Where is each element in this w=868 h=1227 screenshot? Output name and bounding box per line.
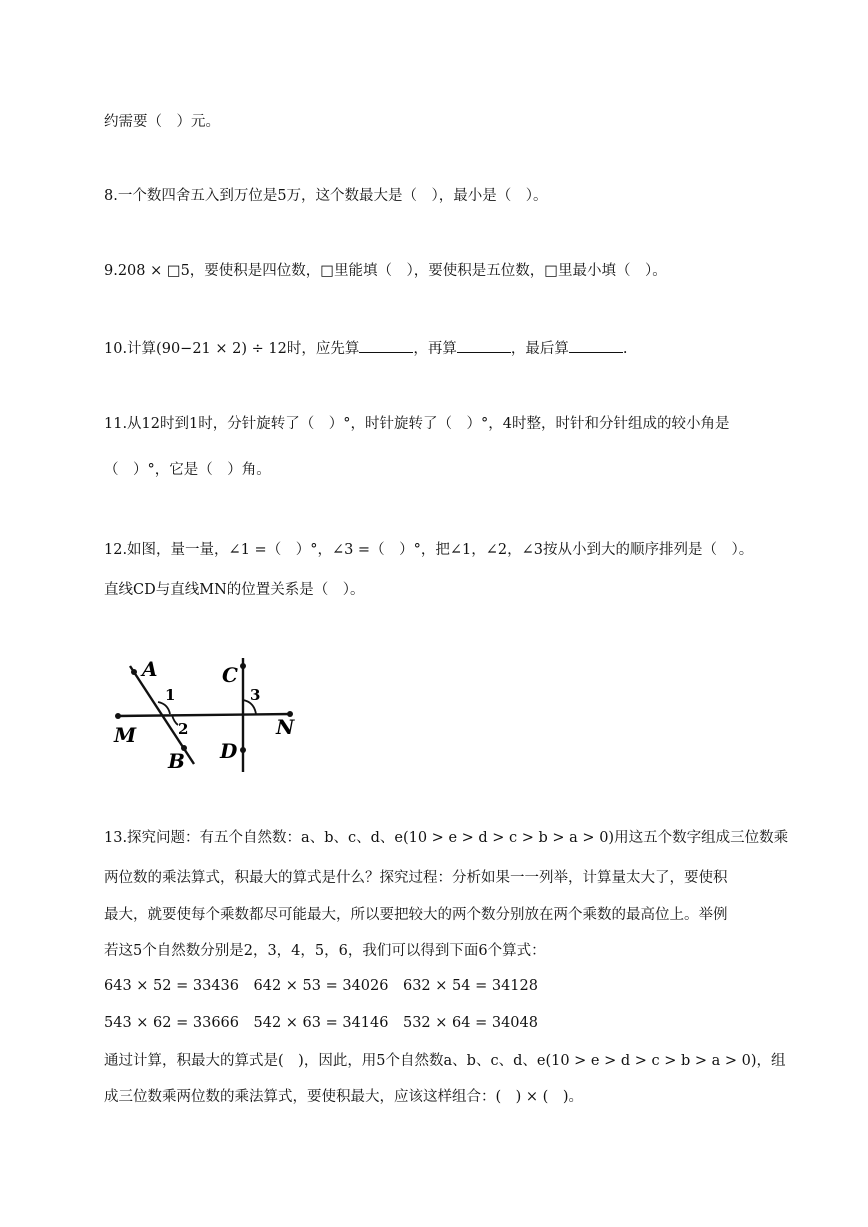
q10-part-d: . [622,341,628,357]
question-13-line2: 两位数的乘法算式，积最大的算式是什么？探究过程：分析如果一一列举，计算量太大了，要使积 [104,870,728,886]
point-c [240,663,246,669]
blank-3[interactable] [569,336,623,353]
label-d: D [220,739,238,763]
equations-row-1: 643 × 52 = 33436 642 × 53 = 34026 632 × 54 = 34128 [104,978,538,994]
point-a [131,669,137,675]
label-b: B [168,749,185,773]
q10-part-a: 10.计算(90−21 × 2) ÷ 12时，应先算 [104,341,360,357]
question-13-line3: 最大，就要使每个乘数都尽可能最大，所以要把较大的两个数分别放在两个乘数的最高位上。举例 [104,907,728,923]
question-11-cont: （ ）°，它是（ ）角。 [104,462,271,478]
question-13-line8: 成三位数乘两位数的乘法算式，要使积最大，应该这样组合：( ) × ( )。 [104,1089,583,1105]
question-9: 9.208 × □5，要使积是四位数，□里能填（ ），要使积是五位数，□里最小填（ ）。 [104,263,667,279]
question-10 [104,336,627,359]
label-n: N [276,715,295,739]
label-c: C [222,663,238,687]
question-13-line7: 通过计算，积最大的算式是( )，因此，用5个自然数a、b、c、d、e(10 > e > d > c > b > a > 0)，组 [104,1053,786,1069]
label-angle-3: 3 [250,686,261,704]
question-12-cont: 直线CD与直线MN的位置关系是（ ）。 [104,582,365,598]
question-13: 13.探究问题：有五个自然数：a、b、c、d、e(10 > e > d > c > b > a > 0)用这五个数字组成三位数乘 [104,830,789,846]
blank-1[interactable] [359,336,413,353]
line-1: 约需要（ ）元。 [104,114,220,130]
point-d [240,747,246,753]
point-m [115,713,121,719]
line-mn [116,714,292,716]
question-13-line4: 若这5个自然数分别是2，3，4，5，6，我们可以得到下面6个算式： [104,943,546,959]
label-angle-1: 1 [165,686,176,704]
question-11: 11.从12时到1时，分针旋转了（ ）°，时针旋转了（ ）°，4时整，时针和分针组成的较小角是 [104,416,730,432]
q10-part-c: ，最后算 [510,341,569,357]
q10-part-b: ，再算 [413,341,457,357]
equations-row-2: 543 × 62 = 33666 542 × 63 = 34146 532 × 64 = 34048 [104,1015,538,1031]
question-8: 8.一个数四舍五入到万位是5万，这个数最大是（ ），最小是（ ）。 [104,188,548,204]
blank-2[interactable] [457,336,511,353]
label-a: A [142,657,158,681]
label-angle-2: 2 [178,720,189,738]
question-12: 12.如图，量一量，∠1 =（ ）°，∠3 =（ ）°，把∠1，∠2，∠3按从小到大的顺序排列是（ ）。 [104,542,754,558]
label-m: M [114,723,137,747]
angle-figure [108,652,308,782]
